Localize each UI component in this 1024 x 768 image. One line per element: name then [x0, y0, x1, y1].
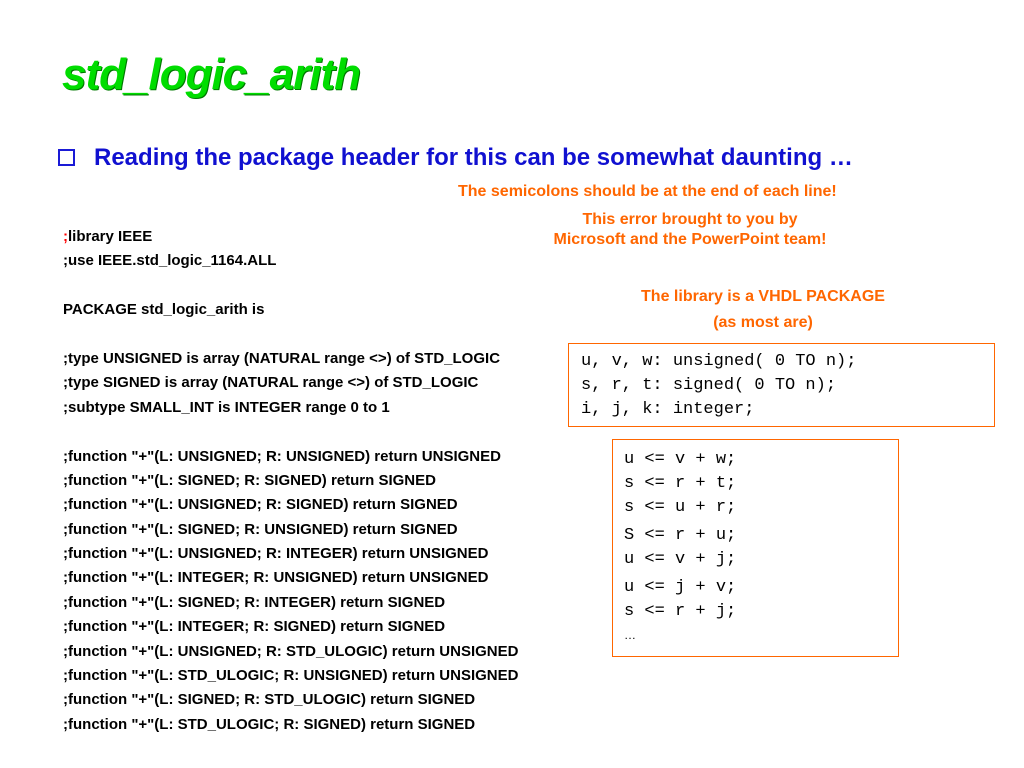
examples-box: [612, 439, 899, 657]
code-line: [63, 420, 518, 444]
code-line: ;function "+"(L: STD_ULOGIC; R: SIGNED) return SIGNED: [63, 715, 476, 733]
code-line: ;function "+"(L: UNSIGNED; R: INTEGER) return UNSIGNED: [63, 545, 489, 563]
code-line: ;type SIGNED is array (NATURAL range <>) of STD_LOGIC: [63, 374, 479, 392]
example-line: s <= r + t;: [624, 474, 737, 493]
square-bullet-icon: [58, 149, 75, 166]
code-line: PACKAGE std_logic_arith is: [63, 301, 265, 319]
declaration-line: s, r, t: signed( 0 TO n);: [581, 376, 837, 395]
package-header-code: [63, 225, 518, 737]
ellipsis: …: [624, 628, 636, 642]
code-line: ;type UNSIGNED is array (NATURAL range <>) of STD_LOGIC: [63, 349, 501, 367]
library-note: [583, 288, 943, 332]
error-note-line1: This error brought to you by: [582, 211, 798, 228]
code-line: ;function "+"(L: UNSIGNED; R: SIGNED) return SIGNED: [63, 496, 458, 514]
error-note: [520, 211, 860, 249]
code-line: ;function "+"(L: SIGNED; R: UNSIGNED) return SIGNED: [63, 520, 458, 538]
highlighted-semicolon: ;: [63, 228, 68, 245]
code-line: [63, 323, 518, 347]
code-line: ;function "+"(L: UNSIGNED; R: STD_ULOGIC) return UNSIGNED: [63, 642, 519, 660]
code-line: ;function "+"(L: SIGNED; R: SIGNED) return SIGNED: [63, 471, 436, 489]
library-note-line2: (as most are): [713, 314, 813, 331]
semicolon-note: The semicolons should be at the end of each line!: [458, 183, 837, 200]
example-line: u <= j + v;: [624, 578, 737, 597]
bullet-text: Reading the package header for this can be somewhat daunting …: [94, 144, 853, 171]
declaration-line: u, v, w: unsigned( 0 TO n);: [581, 352, 857, 371]
slide-title: std_logic_arith: [62, 50, 360, 99]
example-line: S <= r + u;: [624, 526, 737, 545]
code-line: ;function "+"(L: INTEGER; R: UNSIGNED) return UNSIGNED: [63, 569, 489, 587]
code-line: ;function "+"(L: SIGNED; R: INTEGER) return SIGNED: [63, 593, 446, 611]
code-line: ;function "+"(L: SIGNED; R: STD_ULOGIC) return SIGNED: [63, 691, 476, 709]
code-line: [63, 274, 518, 298]
error-note-line2: Microsoft and the PowerPoint team!: [553, 231, 827, 248]
example-line: u <= v + j;: [624, 550, 737, 569]
code-line: ;function "+"(L: STD_ULOGIC; R: UNSIGNED) return UNSIGNED: [63, 667, 519, 685]
library-note-line1: The library is a VHDL PACKAGE: [641, 288, 885, 305]
code-line: ;function "+"(L: INTEGER; R: SIGNED) return SIGNED: [63, 618, 446, 636]
declarations-box: [568, 343, 995, 427]
code-line: ;subtype SMALL_INT is INTEGER range 0 to 1: [63, 398, 390, 416]
declaration-line: i, j, k: integer;: [581, 400, 755, 419]
code-line-text: library IEEE: [68, 228, 153, 245]
code-line: [63, 225, 518, 249]
example-line: s <= u + r;: [624, 498, 737, 517]
example-line: s <= r + j;: [624, 602, 737, 621]
code-line: ;function "+"(L: UNSIGNED; R: UNSIGNED) return UNSIGNED: [63, 447, 501, 465]
example-line: u <= v + w;: [624, 450, 737, 469]
code-line: ;use IEEE.std_logic_1164.ALL: [63, 252, 277, 270]
